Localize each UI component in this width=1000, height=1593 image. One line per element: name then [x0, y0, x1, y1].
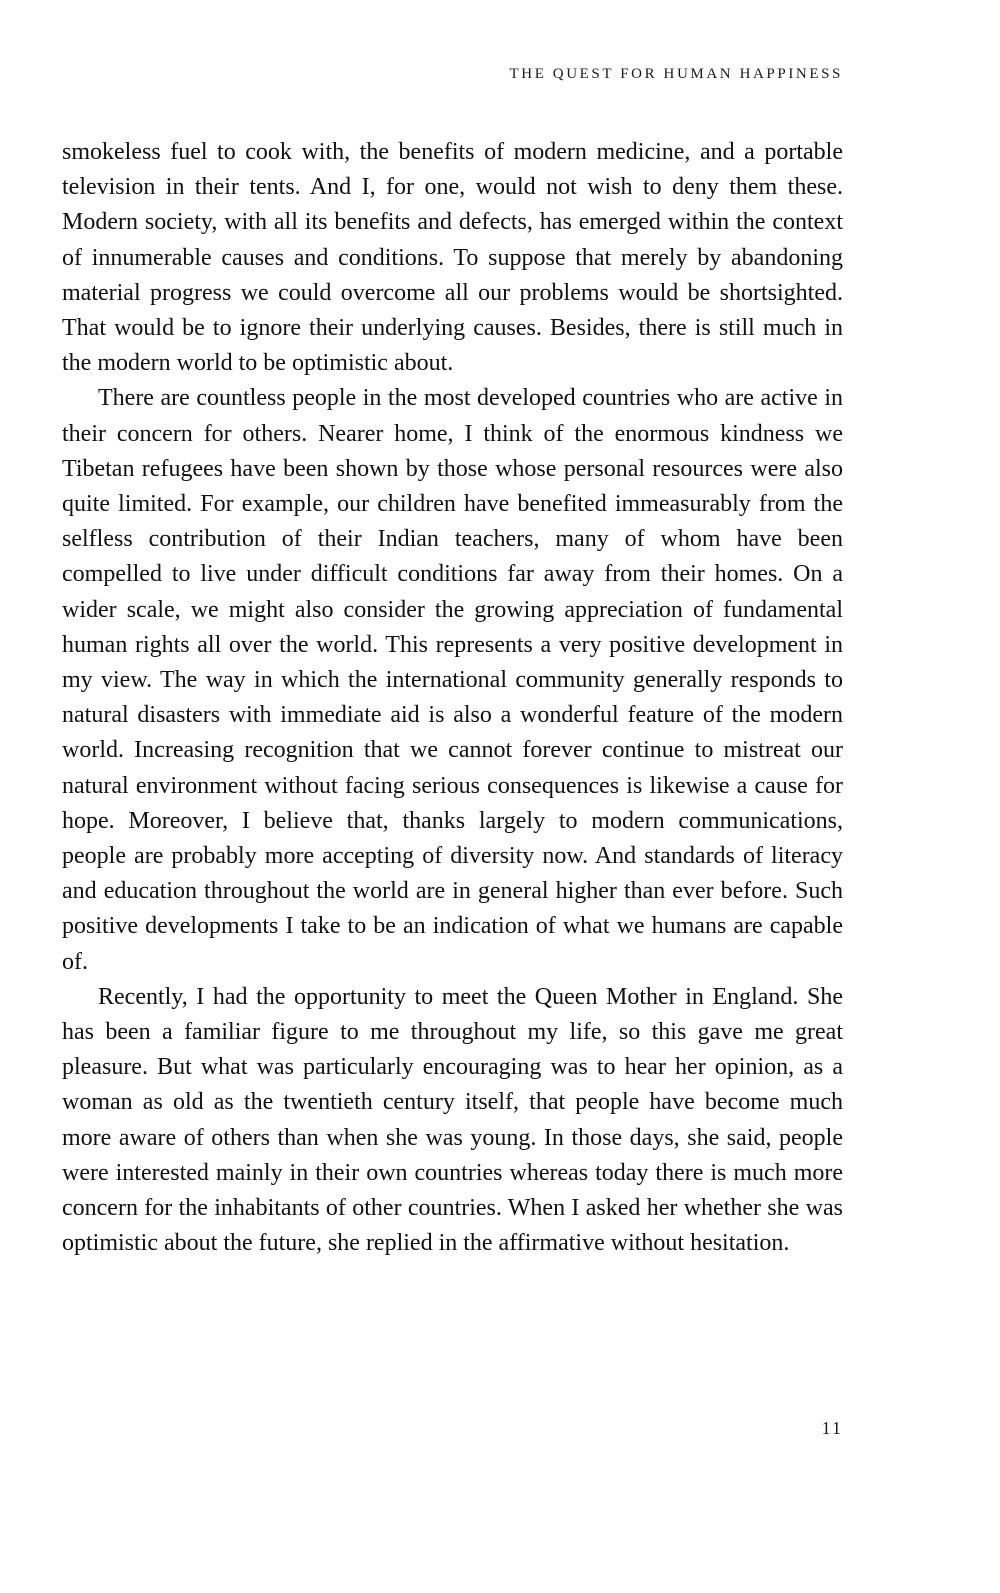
- page-number: 11: [821, 1418, 843, 1438]
- running-head: THE QUEST FOR HUMAN HAPPINESS: [509, 66, 843, 82]
- paragraph-3: Recently, I had the opportunity to meet the Queen Mother in England. She has been a familiar figure to me throughout my life, so this gave me great pleasure. But what was particularly encouraging was to hear her opinion, as a woman as old as the twentieth century itself, that people have become much more aware of others than when she was young. In those days, she said, people were interested mainly in their own countries whereas today there is much more concern for the inhabitants of other countries. When I asked her whether she was optimistic about the future, she replied in the affirmative without hesitation.: [62, 983, 843, 1257]
- body-text: [62, 135, 843, 1262]
- paragraph-2: There are countless people in the most developed countries who are active in their concern for others. Nearer home, I think of the enormous kindness we Tibetan refugees have been shown by those whose personal resources were also quite limited. For example, our children have benefited immeasurably from the selfless contribution of their Indian teachers, many of whom have been compelled to live under difficult conditions far away from their homes. On a wider scale, we might also consider the growing appreciation of fundamental human rights all over the world. This represents a very positive development in my view. The way in which the international community generally responds to natural disasters with immediate aid is also a wonderful feature of the modern world. Increasing recognition that we cannot forever continue to mistreat our natural environment without facing serious consequences is likewise a cause for hope. Moreover, I believe that, thanks largely to modern communications, people are probably more accepting of diversity now. And standards of literacy and education throughout the world are in general higher than ever before. Such positive developments I take to be an indication of what we humans are capable of.: [62, 385, 843, 975]
- paragraph-1: smokeless fuel to cook with, the benefits of modern medicine, and a portable television in their tents. And I, for one, would not wish to deny them these. Modern society, with all its benefits and defects, has emerged within the context of innumerable causes and conditions. To suppose that merely by abandoning material progress we could overcome all our problems would be shortsighted. That would be to ignore their underlying causes. Besides, there is still much in the modern world to be optimistic about.: [62, 139, 843, 377]
